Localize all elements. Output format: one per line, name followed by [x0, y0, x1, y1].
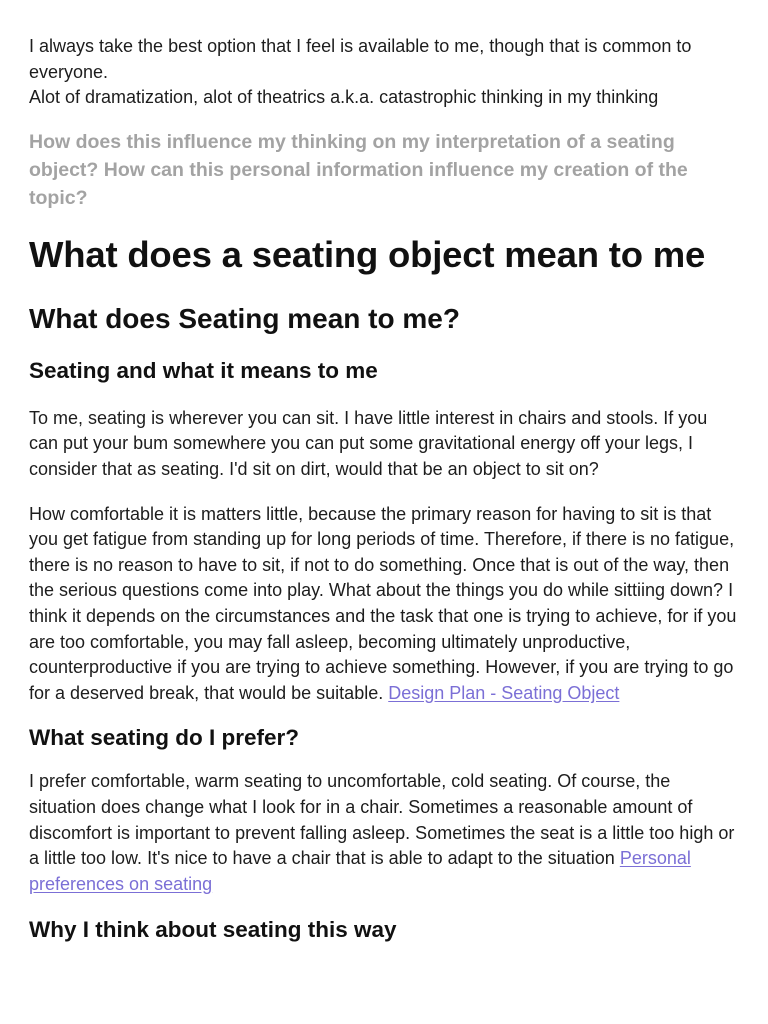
section-heading-prefer: What seating do I prefer? [29, 725, 300, 751]
section-heading-why: Why I think about seating this way [29, 917, 397, 943]
prefer-paragraph-text: I prefer comfortable, warm seating to uncomfortable, cold seating. Of course, the situation does change what I look for in a chair. Sometimes a reasonable amount of discomfort is important to prevent falling asleep. Sometimes the seat is a little too high or a little too low. It's nice to have a chair that is able to adapt to the situation [29, 771, 735, 869]
seating-meaning-paragraph-1: To me, seating is wherever you can sit. I have little interest in chairs and stools. If you can put your bum somewhere you can put some gravitational energy off your legs, I consider that as seating. I'd sit on dirt, would that be an object to sit on? [29, 407, 708, 479]
seating-meaning-paragraph-2-text: How comfortable it is matters little, because the primary reason for having to sit is that you get fatigue from standing up for long periods of time. Therefore, if there is no fatigue, there is no reason to have to sit, if not to do something. Once that is out of the way, then the serious questions come into play. What about the things you do while sittiing down? I think it depends on the circumstances and the task that one is trying to achieve, for if you are too comfortable, you may fall asleep, becoming ultimately unproductive, counterproductive if you are trying to achieve something. However, if you are trying to go for a deserved break, that would be suitable. [29, 503, 737, 703]
design-plan-link[interactable]: Design Plan - Seating Object [388, 682, 620, 703]
page-subtitle: What does Seating mean to me? [29, 302, 460, 334]
callout-question: How does this influence my thinking on my interpretation of a seating object? How can this personal information influence my creation of the topic? [29, 130, 688, 209]
personal-preferences-link[interactable]: Personal preferences on seating [29, 848, 691, 894]
seating-meaning-paragraph-2 [29, 502, 738, 707]
page-title: What does a seating object mean to me [29, 233, 706, 275]
intro-line-2: Alot of dramatization, alot of theatrics a.k.a. catastrophic thinking in my thinking [29, 87, 659, 108]
intro-line-1: I always take the best option that I feel is available to me, though that is common to everyone. [29, 36, 692, 82]
prefer-paragraph [29, 769, 738, 897]
section-heading-seating-meaning: Seating and what it means to me [29, 357, 378, 383]
intro-block [29, 34, 738, 111]
